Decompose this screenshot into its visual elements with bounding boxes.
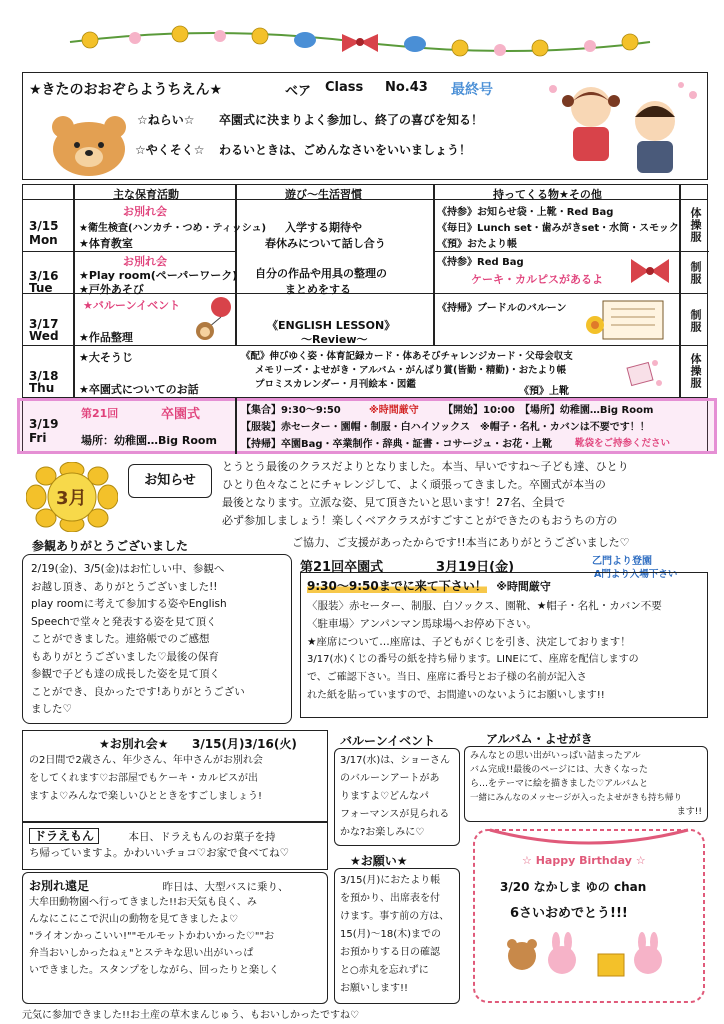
wed-bring-1: 《持帰》ブードルのバルーン (437, 303, 567, 314)
excursion-line: 大牟田動物園へ行ってきました!!お天気も良く、み (29, 897, 257, 908)
visit-box (22, 554, 292, 724)
graduates-illustration (543, 81, 703, 177)
notice-line: 必ず参加しましょう！楽しくベアクラスがすごすことができたのもおうちの方の (222, 514, 618, 527)
visit-line: ました♡ (31, 703, 72, 715)
excursion-line: んなにこにこで沢山の動物を見てきましたよ♡ (29, 914, 238, 925)
final-issue-label: 最終号 (451, 82, 493, 98)
ceremony-time-note: ※時間厳守 (496, 580, 551, 593)
visit-line: お越し頂き、ありがとうございました!! (31, 580, 218, 593)
day-thu: Thu (29, 381, 55, 395)
month-badge (26, 462, 118, 532)
date-tue: 3/16 (29, 269, 59, 283)
col-main-activities: 主な保育活動 (113, 188, 179, 201)
date-mon: 3/15 (29, 219, 59, 233)
tue-cake-note: ケーキ・カルピスがあるよ (471, 273, 603, 286)
request-line: 3/15(月)におたより帳 (340, 875, 441, 886)
mon-bring-3: 《預》おたより帳 (437, 239, 517, 250)
ceremony-title: 第21回卒園式 (300, 560, 384, 575)
ceremony-box (300, 572, 708, 718)
birthday-message: 6さいおめでとう!!! (510, 906, 628, 921)
day-mon: Mon (29, 233, 58, 247)
ceremony-line: 〈駐車場〉アンパンマン馬球場へお停め下さい。 (307, 618, 537, 630)
fri-ceremony-number: 第21回 (81, 407, 119, 420)
fri-venue: 場所：幼稚園…Big Room (81, 434, 217, 447)
fri-assembly: 【集合】9:30～9:50 (241, 405, 341, 416)
doraemon-box (22, 822, 328, 870)
notice-line: ひとり色々なことにチャレンジして、よく頑張ってきました。卒園式が本当の (222, 478, 606, 491)
album-line: 一緒にみんなのメッセージが入ったよせがきも持ち帰り (470, 793, 682, 803)
schedule-table (22, 184, 708, 454)
monkey-balloon-icon (187, 295, 233, 343)
thu-hand-3: プロミスカレンダー・月刊絵本・図鑑 (255, 379, 416, 390)
notice-line: 最後となります。立派な姿、見て頂きたいと思います！27名、全員で (222, 496, 566, 509)
notice-title: お知らせ (128, 464, 212, 498)
request-box (334, 868, 460, 1004)
fri-shoe-bag: 靴袋をご持参ください (575, 438, 671, 449)
visit-line: ことができ、良かったです!ありがとうござい (31, 685, 245, 698)
balloon-line: かな?お楽しみに♡ (340, 827, 425, 838)
request-line: けます。事す前の方は、 (340, 911, 450, 922)
farewell-dates: 3/15(月)3/16(火) (192, 737, 297, 751)
school-name: ★きたのおおぞらようちえん★ (29, 82, 223, 98)
farewell-line: ますよ♡みんなで楽しいひとときをすごしましょう! (29, 791, 262, 802)
fri-start-place: 【開始】10:00 【場所】幼稚園…Big Room (443, 405, 654, 416)
date-thu: 3/18 (29, 369, 59, 383)
month-label: 3月 (56, 488, 87, 509)
excursion-line: 弁当おいしかったねぇ"とステキな思い出がいっぱ (29, 948, 254, 959)
play-line-2: 春休みについて話し合う (265, 237, 386, 250)
ceremony-time: 9:30～9:50までに来て下さい！ (307, 579, 487, 593)
album-line: みんなとの思い出がいっぱい詰まったアル (470, 751, 641, 761)
balloon-line: フォーマンスが見られる (340, 809, 450, 820)
balloon-line: 3/17(水)は、ショーさん (340, 755, 451, 766)
thu-dress: 体操服 (689, 353, 702, 389)
album-line: ます!! (676, 807, 702, 817)
doraemon-line-1: 本日、ドラえもんのお菓子を持 (128, 831, 276, 843)
album-line: ら…をテーマに絵を描きました♡アルバムと (470, 779, 649, 789)
aim-text: 卒園式に決まりよく参加し、終了の喜びを知る！ (219, 113, 484, 127)
thu-cleaning: ★大そうじ (79, 351, 133, 364)
excursion-line-first: 昨日は、大型バスに乗り、 (162, 881, 289, 893)
tue-outdoor-play: ★戸外あそび (79, 283, 144, 296)
visit-title: 参観ありがとうございました (32, 539, 189, 553)
request-line: お願いします!! (340, 983, 409, 994)
tue-farewell-party: お別れ会 (123, 255, 167, 268)
excursion-line: いできました。スタンプをしながら、回ったりと楽しく (29, 965, 279, 976)
fri-take-home: 【持帰】卒園Bag・卒業制作・辞典・証書・コサージュ・お花・上靴 (241, 439, 553, 450)
issue-number: No.43 (385, 80, 428, 95)
class-label: ベア (285, 84, 312, 99)
visit-line: Speechで堂々と発表する姿を見て頂く (31, 615, 217, 628)
thu-ceremony-talk: ★卒園式についてのお話 (79, 383, 199, 396)
date-fri: 3/19 (29, 417, 59, 431)
request-title: ★お願い★ (350, 854, 408, 868)
certificate-icon (583, 299, 669, 341)
ceremony-line: 〈服装〉赤セーター、制服、白ソックス、園靴、★帽子・名札・カバン不要 (307, 600, 662, 612)
play-review: ～Review～ (301, 333, 368, 346)
ceremony-gate-note-1: 乙門より登園 (592, 556, 652, 567)
col-play-habits: 遊び～生活習慣 (285, 188, 362, 201)
balloon-title: バルーンイベント (340, 734, 436, 748)
balloon-box (334, 748, 460, 846)
birthday-title: ☆ Happy Birthday ☆ (522, 854, 646, 867)
aim-label: ☆ねらい☆ (137, 113, 195, 127)
excursion-box (22, 872, 328, 1004)
fri-punctuality: ※時間厳守 (369, 405, 419, 416)
promise-text: わるいときは、ごめんなさいをいいましょう！ (219, 143, 472, 157)
medal-icon (619, 353, 665, 393)
header-box (22, 72, 708, 180)
day-tue: Tue (29, 281, 53, 295)
excursion-title: お別れ遠足 (29, 879, 90, 893)
farewell-line: をしてくれます♡お部屋でもケーキ・カルピスが出 (29, 773, 258, 784)
tue-bring-1: 《持参》Red Bag (437, 257, 524, 268)
bear-illustration (49, 113, 129, 177)
col-belongings: 持ってくる物★その他 (493, 188, 602, 201)
farewell-title: ★お別れ会★ (99, 737, 169, 751)
play-line-4: まとめをする (285, 283, 351, 296)
ceremony-gate-note-2: A門より入場下さい (594, 569, 678, 580)
date-wed: 3/17 (29, 317, 59, 331)
album-box (464, 746, 708, 822)
birthday-card (470, 826, 708, 1006)
mon-farewell-party: お別れ会 (123, 205, 167, 218)
farewell-box (22, 730, 328, 822)
farewell-line: の2日間で2歳さん、年少さん、年中さんがお別れ会 (29, 755, 263, 766)
ceremony-line: 3/17(水)くじの番号の紙を持ち帰ります。LINEにて、座席を配信しますの (307, 654, 639, 665)
birthday-name: 3/20 なかしま ゆの chan (500, 880, 647, 894)
fri-ceremony-title: 卒園式 (161, 407, 201, 422)
ceremony-date: 3月19日(金) (436, 560, 515, 575)
promise-label: ☆やくそく☆ (135, 143, 205, 157)
request-line: お預かりする日の確認 (340, 947, 440, 958)
request-line: を預かり、出席表を付 (340, 893, 440, 904)
mon-pe-class: ★体育教室 (79, 237, 133, 250)
tue-play-room: ★Play room(ペーパーワーク) (79, 269, 238, 282)
play-line-1: 入学する期待や (285, 221, 362, 234)
wed-dress: 制服 (689, 309, 702, 333)
excursion-line: "ライオンかっこいい!""モルモットかわいかった♡""お (29, 931, 275, 942)
album-line: バム完成!!最後のページには、大きくなった (470, 765, 649, 775)
visit-line: 参観で子ども達の成長した姿を見て頂く (31, 668, 220, 680)
ceremony-line: れた紙を貼っていますので、お間違いのないようにお願いします!! (307, 690, 605, 701)
play-line-3: 自分の作品や用具の整理の (255, 267, 387, 280)
fri-dress: 【服装】赤セーター・園帽・制服・白ハイソックス ※帽子・名札・カバンは不要です！！ (241, 422, 650, 433)
notice-body (222, 458, 708, 530)
mon-bring-2: 《毎日》Lunch set・歯みがきset・水筒・スモック (437, 223, 679, 234)
balloon-line: りますよ♡どんなパ (340, 791, 429, 802)
ceremony-line: で、ご確認下さい。当日、座席に番号とお子様の名前が記入さ (307, 672, 587, 683)
ceremony-line: ★座席について…座席は、子どもがくじを引き、決定しております！ (307, 636, 631, 648)
thu-hand-1: 《配》伸びゆく姿・体育記録カード・体あそびチャレンジカード・父母会収支 (241, 351, 573, 362)
mon-bring-1: 《持参》お知らせ袋・上靴・Red Bag (437, 207, 614, 218)
mon-dress: 体操服 (689, 207, 702, 243)
wed-organize-works: ★作品整理 (79, 331, 133, 344)
excursion-line-last: 元気に参加できました!!お土産の草木まんじゅう、もおいしかったですね♡ (22, 1010, 359, 1021)
flower-garland (60, 18, 660, 66)
day-fri: Fri (29, 431, 47, 445)
album-title: アルバム・よせがき (486, 732, 593, 746)
thu-hand-2: メモリーズ・よせがき・アルバム・がんばり賞(皆勤・精勤)・おたより帳 (255, 365, 567, 376)
visit-line: もありがとうございました♡最後の保育 (31, 650, 219, 663)
tue-dress: 制服 (689, 261, 702, 285)
thu-deposit: 《預》上靴 (519, 386, 569, 397)
request-line: 15(月)～18(木)までの (340, 929, 442, 940)
visit-line: ことができました。連絡帳でのご感想 (31, 633, 210, 645)
class-word: Class (325, 80, 364, 95)
ribbon-icon (627, 253, 673, 289)
request-line: と○赤丸を忘れずに (340, 965, 429, 976)
play-english-lesson: 《ENGLISH LESSON》 (267, 319, 396, 332)
balloon-line: のバルーンアートがあ (340, 773, 440, 784)
notice-line-last: ご協力、ご支援があったからです!!本当にありがとうございました♡ (292, 536, 630, 549)
doraemon-title: ドラえもん (29, 828, 99, 844)
notice-line: とうとう最後のクラスだよりとなりました。本当、早いですね〜子ども達、ひとり (222, 460, 629, 473)
wed-balloon-event: ★バルーンイベント (83, 299, 181, 312)
visit-line: 2/19(金)、3/5(金)はお忙しい中、参観へ (31, 563, 225, 575)
visit-line: play roomに考えて参加する姿やEnglish (31, 598, 227, 610)
mon-hygiene-check: ★衛生検査(ハンカチ・つめ・ティッシュ) (79, 223, 267, 234)
doraemon-line-2: ち帰っていますよ。かわいいチョコ♡お家で食べてね♡ (29, 847, 290, 859)
day-wed: Wed (29, 329, 59, 343)
